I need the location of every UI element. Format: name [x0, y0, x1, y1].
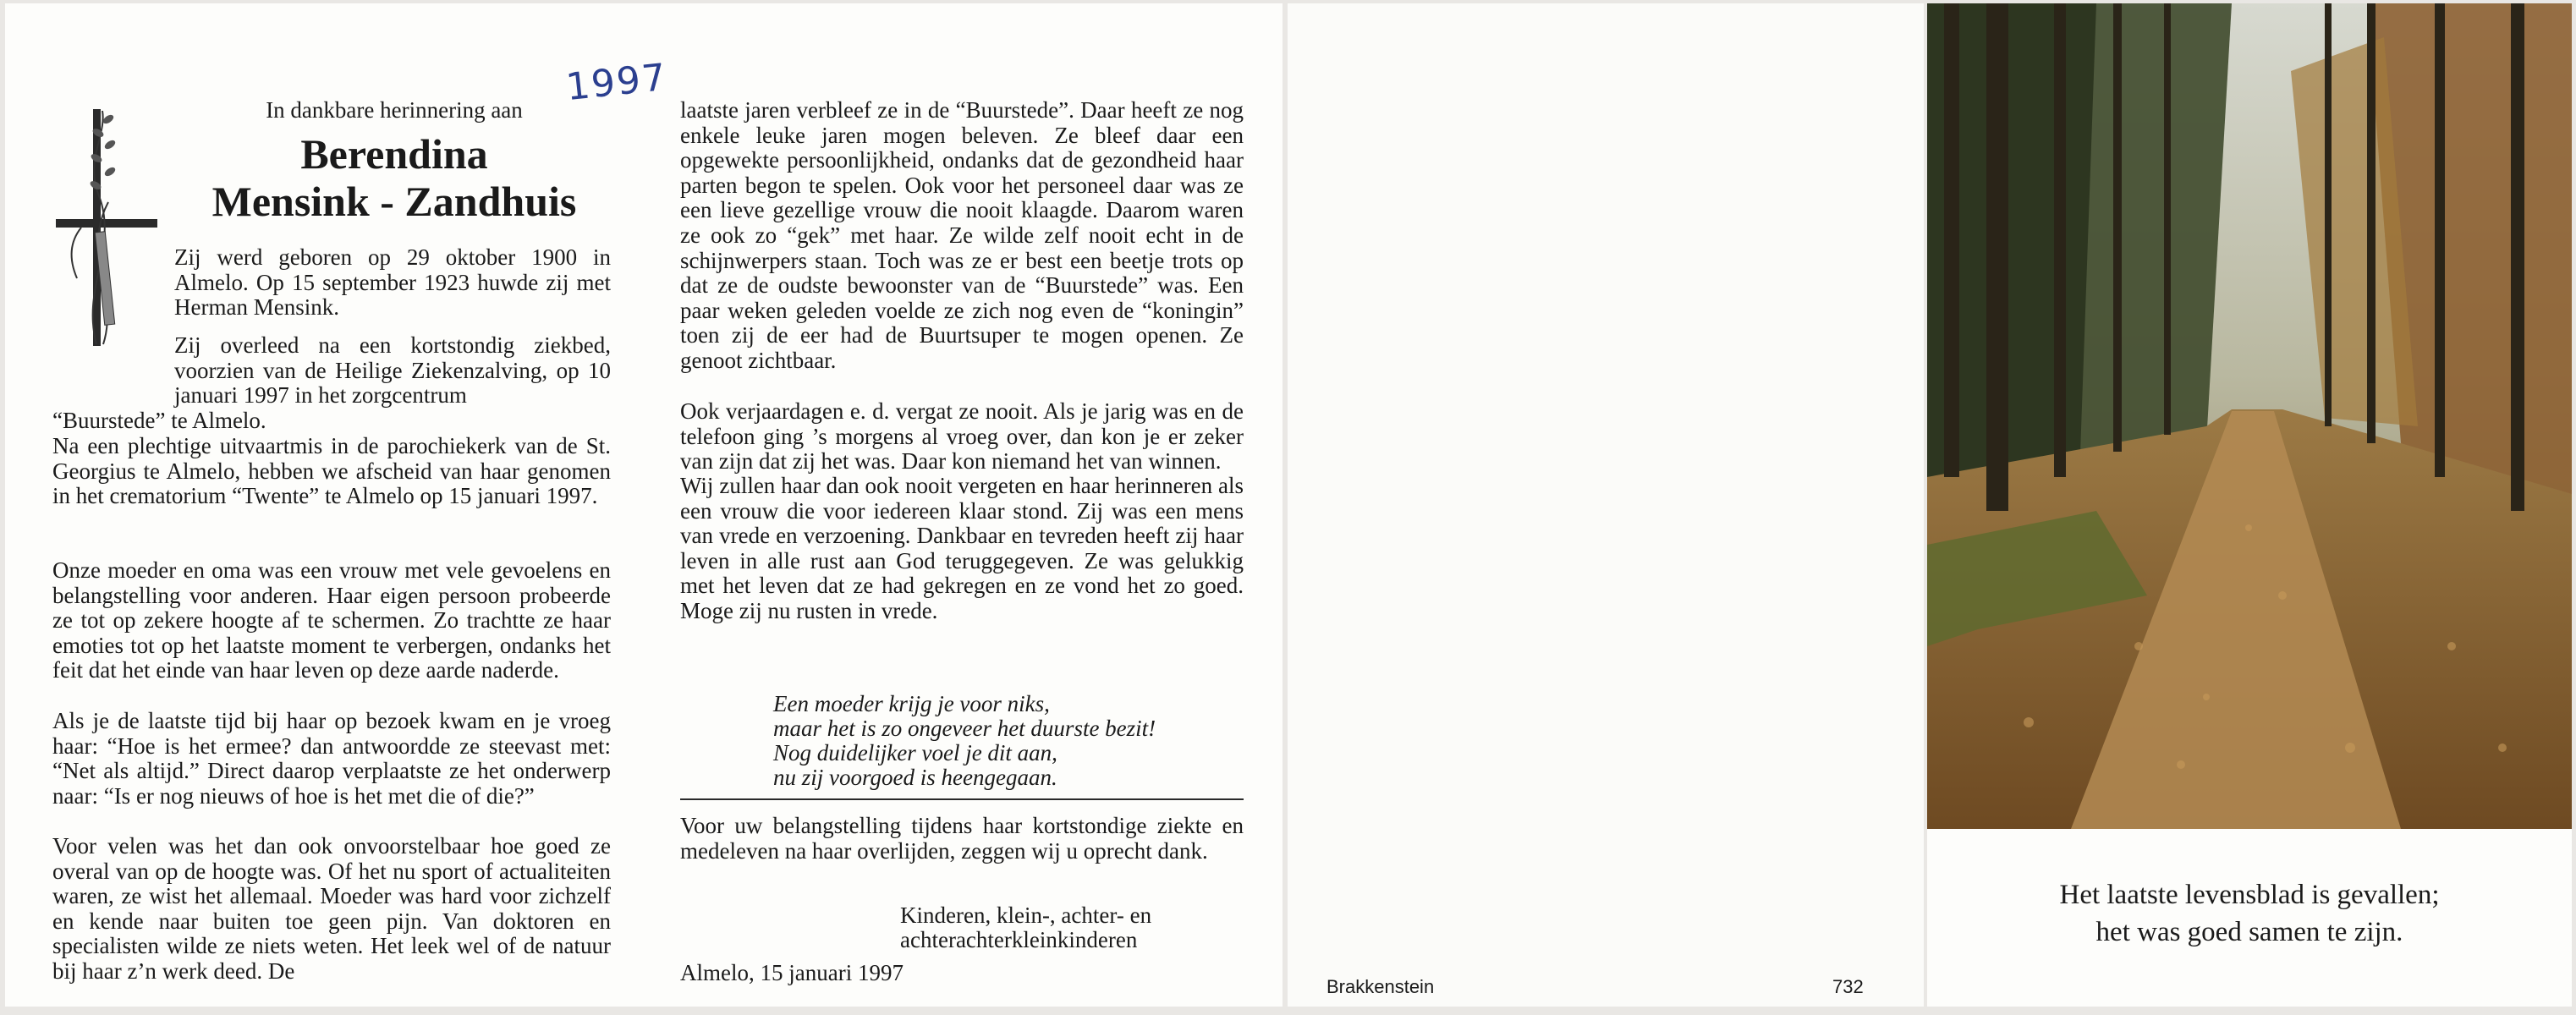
thanks-paragraph: Voor uw belangstelling tijdens haar kortstondige ziekte en medeleven na haar overlijden, zeggen wij u oprecht dank. — [680, 813, 1244, 864]
caption-line1: Het laatste levensblad is gevallen; — [2059, 880, 2440, 910]
card-inner-spread — [5, 3, 1283, 1007]
cross-wheat-icon — [47, 101, 166, 354]
autumn-forest-photo — [1927, 3, 2572, 829]
signature-line1: Kinderen, klein-, achter- en — [900, 903, 1152, 928]
caption-line2: het was goed samen te zijn. — [2095, 917, 2403, 947]
funeral-paragraph: Na een plechtige uitvaartmis in de parochiekerk van de St. Georgius te Almelo, hebben we afscheid van haar genomen in het crematorium “Twente” te Almelo op 15 januari 1997. — [52, 433, 611, 509]
remembrance-paragraph: Wij zullen haar dan ook nooit vergeten en haar herinneren als een vrouw die voor iedereen klaar stond. Zij was een mens van vrede en verzoening. Dankbaar en tevreden heeft zij haar leven in alle rust aan God teruggegeven. Ze was gelukkig met het leven dat ze had gekregen en ze vond het zo goed. Moge zij nu rusten in vrede. — [680, 473, 1244, 623]
poem-line-4: nu zij voorgoed is heengegaan. — [773, 765, 1057, 790]
card-back-panel — [1288, 3, 1924, 1007]
divider-line — [680, 798, 1244, 800]
card-number: 732 — [1832, 976, 1864, 997]
handwritten-year: 1997 — [563, 55, 670, 110]
birthdays-paragraph: Ook verjaardagen e. d. vergat ze nooit. Als je jarig was en de telefoon ging ’s morgens al vroeg over, dan kon je er zeker van zijn dat zij het was. Daar kon niemand het van winnen. — [680, 398, 1244, 475]
place-date: Almelo, 15 januari 1997 — [680, 960, 904, 985]
death-paragraph: Zij overleed na een kortstondig ziekbed, voorzien van de Heilige Ziekenzalving, op 10 januari 1997 in het zorgcentrum — [174, 332, 611, 409]
buurstede-paragraph: laatste jaren verbleef ze in de “Buurstede”. Daar heeft ze nog enkele leuke jaren mogen beleven. Ze bleef daar een opgewekte persoonlijkheid, ondanks dat de gezondheid haar parten begon te spelen. Ook voor het personeel daar was ze een lieve gezellige vrouw die nooit klaagde. Daarom waren ze ook zo “gek” met haar. Ze wilde zelf nooit echt in de schijnwerpers staan. Toch was ze er best een beetje trots op dat ze de oudste bewoonster van de “Buurstede” was. Een paar weken geleden voelde ze zich nog even de “koningin” toen zij de eer had de Buurtsuper te mogen openen. Ze genoot zichtbaar. — [680, 97, 1244, 373]
death-paragraph-end: “Buurstede” te Almelo. — [52, 408, 266, 433]
deceased-name-line2: Mensink - Zandhuis — [211, 178, 577, 225]
heading: In dankbare herinnering aan — [266, 97, 523, 123]
character-paragraph: Onze moeder en oma was een vrouw met vele gevoelens en belangstelling voor anderen. Haar eigen persoon probeerde ze tot op zekere hoogte af te schermen. Zo trachtte ze haar emoties tot op het laatste moment te verbergen, ondanks het feit dat het einde van haar leven op deze aarde naderde. — [52, 557, 611, 683]
publisher-name: Brakkenstein — [1326, 976, 1435, 997]
knowledge-paragraph: Voor velen was het dan ook onvoorstelbaar hoe goed ze overal van op de hoogte was. Of het nu sport of actualiteiten waren, ze wist het allemaal. Moeder was hard voor zichzelf en kende naar buiten toe geen pijn. Van doktoren en specialisten wilde ze niets weten. Het leek wel of de natuur bij haar z’n werk deed. De — [52, 833, 611, 984]
card-front-panel — [1927, 3, 2572, 1007]
birth-marriage-paragraph: Zij werd geboren op 29 oktober 1900 in Almelo. Op 15 september 1923 huwde zij met Herman Mensink. — [174, 244, 611, 321]
deceased-name-line1: Berendina — [300, 130, 488, 178]
visit-paragraph: Als je de laatste tijd bij haar op bezoek kwam en je vroeg haar: “Hoe is het ermee? dan antwoordde ze steevast met: “Net als altijd.” Direct daarop verplaatste ze het onderwerp naar: “Is er nog nieuws of hoe is het met die of die?” — [52, 708, 611, 809]
poem-line-2: maar het is zo ongeveer het duurste bezit! — [773, 716, 1156, 741]
poem-line-1: Een moeder krijg je voor niks, — [773, 691, 1050, 716]
signature-line2: achterachterkleinkinderen — [900, 927, 1138, 952]
poem-line-3: Nog duidelijker voel je dit aan, — [773, 740, 1057, 765]
